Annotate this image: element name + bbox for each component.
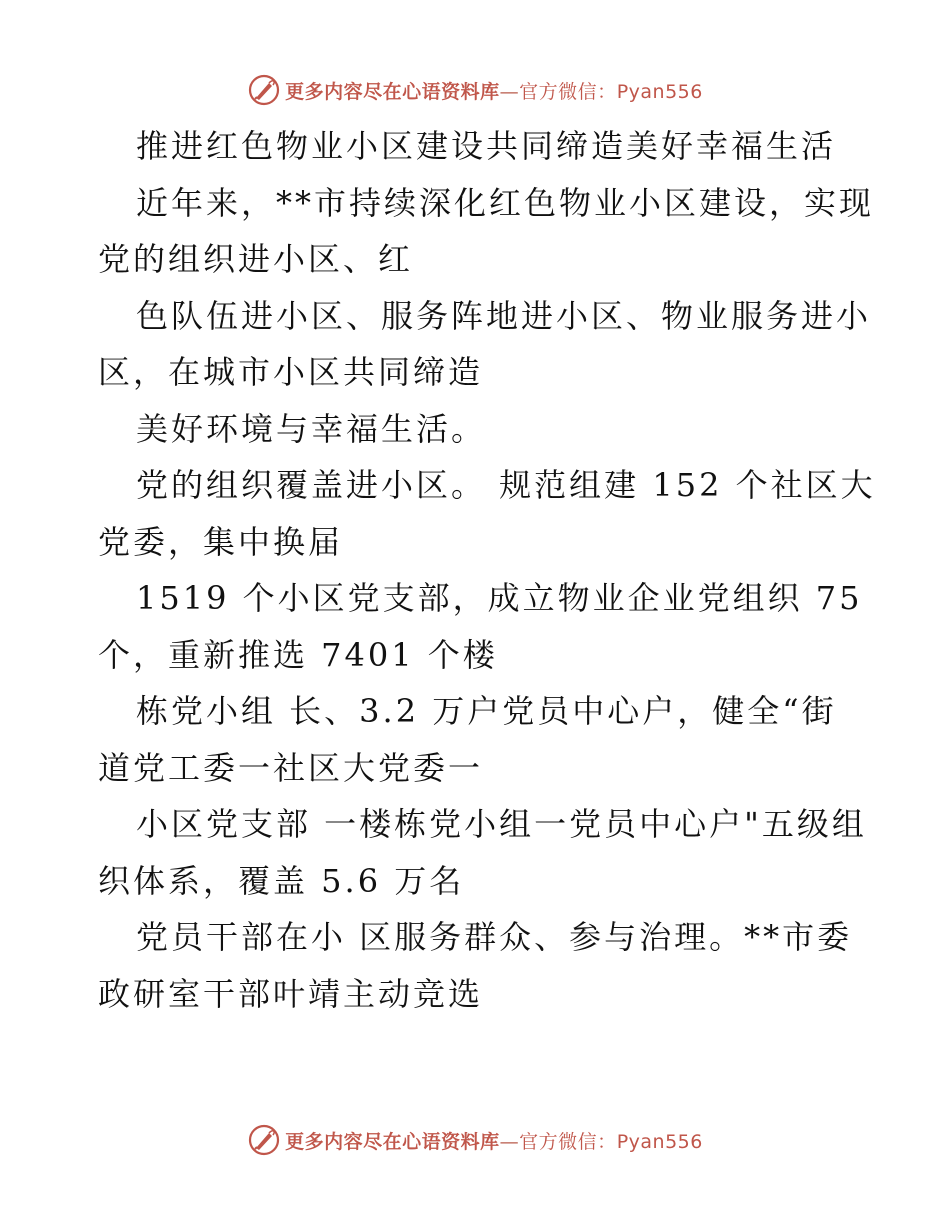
watermark-text — [285, 1127, 703, 1154]
document-line: 推进红色物业小区建设共同缔造美好幸福生活 — [136, 127, 837, 165]
watermark-separator: — — [499, 80, 520, 103]
document-line: 个，重新推选 7401 个楼 — [98, 635, 498, 674]
watermark-id: Pyan556 — [616, 80, 703, 103]
document-line: 近年来，**市持续深化红色物业小区建设，实现 — [136, 183, 875, 222]
document-line: 织体系，覆盖 5.6 万名 — [98, 861, 465, 900]
document-line: 党员干部在小 区服务群众、参与治理。**市委 — [136, 918, 853, 956]
footer-watermark — [0, 1120, 950, 1160]
watermark-brand: 更多内容尽在心语资料库 — [285, 1130, 500, 1153]
watermark-tag: 官方微信： — [519, 80, 617, 103]
document-line: 小区党支部 一楼栋党小组一党员中心户"五级组 — [136, 805, 867, 843]
document-body — [98, 118, 876, 1022]
document-line: 美好环境与幸福生活。 — [136, 409, 487, 448]
watermark-tag: 官方微信： — [519, 1130, 617, 1153]
document-line: 党的组织进小区、红 — [98, 240, 414, 278]
watermark-text — [285, 77, 703, 104]
document-line: 道党工委一社区大党委一 — [98, 748, 484, 787]
document-line: 党委，集中换届 — [98, 522, 344, 561]
watermark-brand: 更多内容尽在心语资料库 — [285, 80, 500, 103]
document-line: 区，在城市小区共同缔造 — [98, 353, 484, 391]
document-line: 政研室干部叶靖主动竞选 — [98, 974, 484, 1013]
quill-logo-icon — [247, 73, 281, 107]
watermark-separator: — — [499, 1130, 520, 1153]
document-line: 党的组织覆盖进小区。 规范组建 152 个社区大 — [136, 466, 876, 504]
header-watermark — [0, 70, 950, 110]
document-line: 1519 个小区党支部，成立物业企业党组织 75 — [136, 579, 863, 617]
document-line: 栋党小组 长、3.2 万户党员中心户，健全“街 — [136, 692, 837, 730]
quill-logo-icon — [247, 1123, 281, 1157]
document-line: 色队伍进小区、服务阵地进小区、物业服务进小 — [136, 296, 872, 335]
watermark-id: Pyan556 — [616, 1130, 703, 1153]
